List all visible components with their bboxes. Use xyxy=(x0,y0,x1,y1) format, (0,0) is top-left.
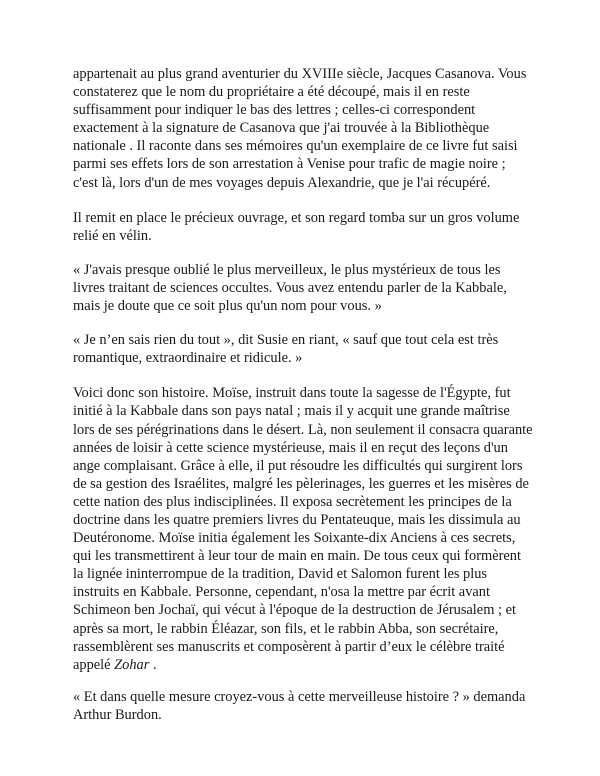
paragraph-4: « Je n’en sais rien du tout », dit Susie en riant, « sauf que tout cela est très romantique, extraordinaire et ridicule. » xyxy=(73,332,499,367)
body-text xyxy=(73,65,533,742)
paragraph-5 xyxy=(73,384,533,674)
paragraph-1: appartenait au plus grand aventurier du XVIIIe siècle, Jacques Casanova. Vous constaterez que le nom du propriétaire a été découpé, mais il en reste suffisamment pour indiquer le bas des lettres ; celles-ci correspondent exactement à la signature de Casanova que j'ai trouvée à la Bibliothèque nationale . Il raconte dans ses mémoires qu'un exemplaire de ce livre fut saisi parmi ses effets lors de son arrestation à Venise pour trafic de magie noire ; c'est là, lors d'un de mes voyages depuis Alexandrie, que je l'ai récupéré. xyxy=(73,66,527,191)
paragraph-5-text: Voici donc son histoire. Moïse, instruit dans toute la sagesse de l'Égypte, fut initié à la Kabbale dans son pays natal ; mais il y acquit une grande maîtrise lors de ses pérégrinations dans le désert. Là, non seulement il consacra quarante années de loisir à cette science mystérieuse, mais il en reçut des leçons d'un ange complaisant. Grâce à elle, il put résoudre les difficultés qui surgirent lors de sa gestion des Israélites, malgré les pèlerinages, les guerres et les misères de cette nation des plus indisciplinées. Il exposa secrètement les principes de la doctrine dans les quatre premiers livres du Pentateuque, mais les dissimula au Deutéronome. Moïse initia également les Soixante-dix Anciens à ces secrets, qui les transmettirent à leur tour de main en main. De tous ceux qui formèrent la lignée ininterrompue de la tradition, David et Salomon furent les plus instruits en Kabbale. Personne, cependant, n'osa la mettre par écrit avant Schimeon ben Jochaï, qui vécut à l'époque de la destruction de Jérusalem ; et après sa mort, le rabbin Éléazar, son fils, et le rabbin Abba, son secrétaire, rassemblèrent ses manuscrits et composèrent à partir d’eux le célèbre traité appelé xyxy=(73,385,533,673)
paragraph-6: « Et dans quelle mesure croyez-vous à cette merveilleuse histoire ? » demanda Arthur Burdon. xyxy=(73,688,526,723)
paragraph-3: « J'avais presque oublié le plus merveilleux, le plus mystérieux de tous les livres traitant de sciences occultes. Vous avez entendu parler de la Kabbale, mais je doute que ce soit plus qu'un nom pour vous. » xyxy=(73,261,507,315)
zohar-title: Zohar xyxy=(114,656,150,673)
paragraph-2: Il remit en place le précieux ouvrage, et son regard tomba sur un gros volume relié en vélin. xyxy=(73,209,520,244)
paragraph-5-end: . xyxy=(149,656,157,673)
